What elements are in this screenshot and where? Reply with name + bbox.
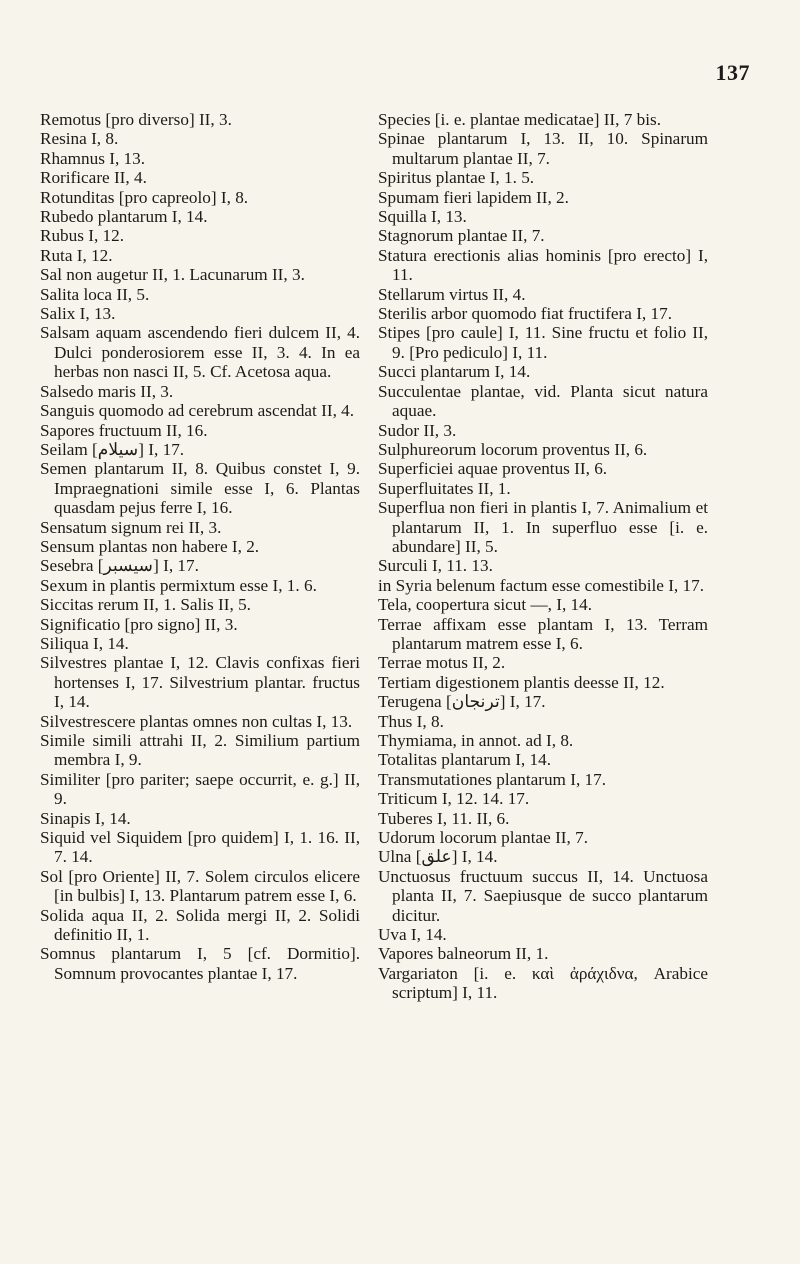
index-entry: Sulphureorum locorum proventus II, 6. (378, 439, 648, 459)
index-entry: Salix I, 13. (40, 304, 116, 324)
index-entry: Sesebra [سيسبر] I, 17. (40, 556, 199, 576)
index-entry: Siquid vel Siquidem [pro quidem] I, 1. 16. II, 7. 14. (40, 828, 360, 867)
index-entry: Statura erectionis alias hominis [pro erecto] I, 11. (378, 245, 708, 285)
index-entry: Silvestrescere plantas omnes non cultas I, 13. (40, 711, 353, 731)
index-column-left (40, 110, 360, 983)
index-entry: Sensatum signum rei II, 3. (40, 517, 222, 537)
index-entry: Rhamnus I, 13. (40, 148, 146, 168)
index-entry: Semen plantarum II, 8. Quibus constet I, 9. Impraegnationi simile esse I, 6. Plantas quasdam pejus ferre I, 16. (40, 459, 360, 518)
index-entry: Similiter [pro pariter; saepe occurrit, e. g.] II, 9. (40, 769, 360, 809)
index-entry: Sexum in plantis permixtum esse I, 1. 6. (40, 575, 317, 595)
index-entry: Solida aqua II, 2. Solida mergi II, 2. Solidi definitio II, 1. (40, 905, 360, 945)
index-entry: Resina I, 8. (40, 129, 119, 149)
index-entry: Sapores fructuum II, 16. (40, 420, 208, 440)
index-entry: Succi plantarum I, 14. (378, 362, 531, 382)
index-entry: Salita loca II, 5. (40, 284, 150, 304)
index-entry: Silvestres plantae I, 12. Clavis confixas fieri hortenses I, 17. Silvestrium plantar. fructus I, 14. (40, 653, 360, 712)
index-entry: Simile simili attrahi II, 2. Similium partium membra I, 9. (40, 731, 360, 770)
index-entry: Sterilis arbor quomodo fiat fructifera I, 17. (378, 304, 673, 324)
index-entry: Sudor II, 3. (378, 420, 457, 440)
index-entry: Squilla I, 13. (378, 207, 467, 227)
index-entry: Superficiei aquae proventus II, 6. (378, 459, 608, 479)
index-entry: Somnus plantarum I, 5 [cf. Dormitio]. Somnum provocantes plantae I, 17. (40, 944, 360, 983)
index-entry: Stagnorum plantae II, 7. (378, 226, 545, 246)
index-entry: Rorificare II, 4. (40, 168, 147, 188)
index-entry: Significatio [pro signo] II, 3. (40, 614, 238, 634)
index-entry: Tuberes I, 11. II, 6. (378, 808, 510, 828)
page-number: 137 (715, 60, 750, 85)
index-entry: Thymiama, in annot. ad I, 8. (378, 731, 574, 750)
index-entry: Totalitas plantarum I, 14. (378, 750, 552, 770)
index-entry: Succulentae plantae, vid. Planta sicut natura aquae. (378, 381, 708, 421)
index-entry: Terrae motus II, 2. (378, 653, 506, 673)
index-entry: Stipes [pro caule] I, 11. Sine fructu et folio II, 9. [Pro pediculo] I, 11. (378, 323, 708, 362)
index-entry: Surculi I, 11. 13. (378, 556, 493, 576)
index-entry: Rubedo plantarum I, 14. (40, 207, 208, 227)
index-entry: Sol [pro Oriente] II, 7. Solem circulos elicere [in bulbis] I, 13. Plantarum patrem esse I, 6. (40, 866, 360, 906)
index-entry: Spumam fieri lapidem II, 2. (378, 187, 569, 207)
index-entry: Seilam [سيلام] I, 17. (40, 439, 185, 459)
index-entry: Sal non augetur II, 1. Lacunarum II, 3. (40, 265, 305, 285)
index-entry: Terugena [ترنجان] I, 17. (378, 692, 546, 712)
index-column-right (378, 110, 708, 1003)
index-entry: Transmutationes plantarum I, 17. (378, 769, 607, 789)
index-entry: Sinapis I, 14. (40, 808, 131, 828)
index-entry: Vapores balneorum II, 1. (378, 944, 549, 964)
index-entry: Ulna [علق] I, 14. (378, 847, 498, 867)
index-entry: Thus I, 8. (378, 711, 444, 731)
index-entry: Tertiam digestionem plantis deesse II, 12. (378, 672, 665, 692)
index-entry: Triticum I, 12. 14. 17. (378, 789, 530, 809)
index-entry: Sensum plantas non habere I, 2. (40, 536, 260, 556)
index-entry: in Syria belenum factum esse comestibile I, 17. (378, 575, 705, 595)
index-entry: Terrae affixam esse plantam I, 13. Terram plantarum matrem esse I, 6. (378, 614, 708, 653)
index-entry: Siliqua I, 14. (40, 633, 129, 653)
index-entry: Unctuosus fructuum succus II, 14. Unctuosa planta II, 7. Saepiusque de succo plantarum dicitur. (378, 866, 708, 925)
index-entry: Ruta I, 12. (40, 245, 113, 265)
index-entry: Uva I, 14. (378, 925, 447, 945)
index-entry: Stellarum virtus II, 4. (378, 284, 526, 304)
index-entry: Siccitas rerum II, 1. Salis II, 5. (40, 595, 251, 615)
index-entry: Spiritus plantae I, 1. 5. (378, 168, 535, 188)
index-entry: Vargariaton [i. e. καὶ ἀράχιδνα, Arabice scriptum] I, 11. (378, 963, 708, 1003)
index-entry: Udorum locorum plantae II, 7. (378, 828, 589, 848)
index-entry: Superfluitates II, 1. (378, 478, 511, 498)
index-entry: Sanguis quomodo ad cerebrum ascendat II, 4. (40, 401, 355, 421)
index-entry: Rubus I, 12. (40, 226, 125, 246)
index-entry: Tela, coopertura sicut —, I, 14. (378, 595, 593, 615)
index-entry: Salsam aquam ascendendo fieri dulcem II, 4. Dulci ponderosiorem esse II, 3. 4. In ea herbas non nasci II, 5. Cf. Acetosa aqua. (40, 323, 360, 382)
index-entry: Spinae plantarum I, 13. II, 10. Spinarum multarum plantae II, 7. (378, 129, 708, 168)
index-entry: Species [i. e. plantae medicatae] II, 7 bis. (378, 110, 661, 129)
index-entry: Rotunditas [pro capreolo] I, 8. (40, 187, 249, 207)
index-entry: Remotus [pro diverso] II, 3. (40, 110, 232, 129)
index-entry: Superflua non fieri in plantis I, 7. Animalium et plantarum II, 1. In superfluo esse [i. e. abundare] II, 5. (378, 498, 708, 556)
index-entry: Salsedo maris II, 3. (40, 381, 174, 401)
